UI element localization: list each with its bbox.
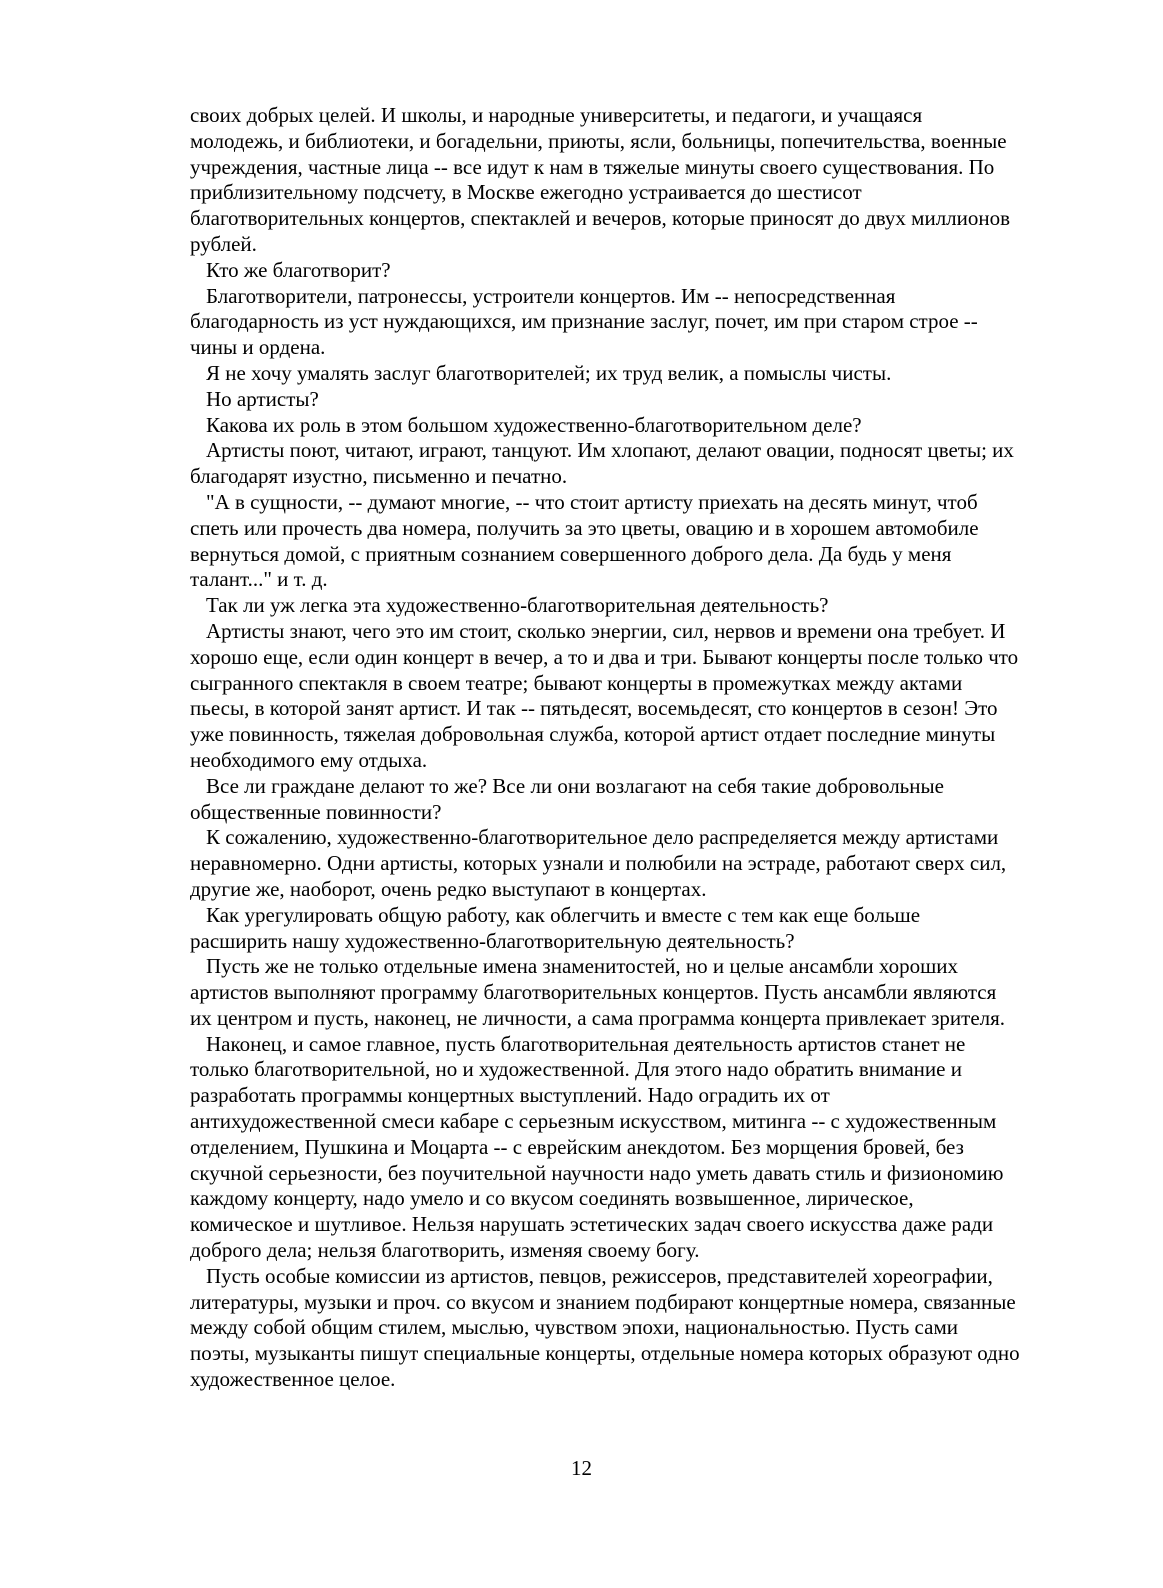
paragraph-16: Пусть особые комиссии из артистов, певцов, режиссеров, представителей хореографии, литературы, музыки и проч. со вкусом и знанием подбирают концертные номера, связанные между собой общим стилем, мыслью, чувством эпохи, национальностью. Пусть сами поэты, музыканты пишут специальные концерты, отдельные номера которых образуют одно художественное целое. — [190, 1263, 1020, 1392]
paragraph-15: Наконец, и самое главное, пусть благотворительная деятельность артистов станет не только благотворительной, но и художественной. Для этого надо обратить внимание и разработать программы концертных выступлений. Надо оградить их от антихудожественной смеси кабаре с серьезным искусством, митинга -- с художественным отделением, Пушкина и Моцарта -- с еврейским анекдотом. Без морщения бровей, без скучной серьезности, без поучительной научности надо уметь давать стиль и физиономию каждому концерту, надо умело и со вкусом соединять возвышенное, лирическое, комическое и шутливое. Нельзя нарушать эстетических задач своего искусства даже ради доброго дела; нельзя благотворить, изменяя своему богу. — [190, 1031, 1004, 1263]
document-body — [190, 103, 1020, 1393]
paragraph-1: своих добрых целей. И школы, и народные университеты, и педагоги, и учащаяся молодежь, и библиотеки, и богадельни, приюты, ясли, больницы, попечительства, военные учреждения, частные лица -- все идут к нам в тяжелые минуты своего существования. По приблизительному подсчету, в Москве ежегодно устраивается до шестисот благотворительных концертов, спектаклей и вечеров, которые приносят до двух миллионов рублей. — [190, 103, 1011, 256]
paragraph-3: Благотворители, патронессы, устроители концертов. Им -- непосредственная благодарность из уст нуждающихся, им признание заслуг, почет, им при старом строе -- чины и ордена. — [190, 283, 978, 360]
paragraph-5: Но артисты? — [206, 386, 319, 411]
paragraph-2: Кто же благотворит? — [206, 257, 391, 282]
paragraph-12: К сожалению, художественно-благотворительное дело распределяется между артистами неравномерно. Одни артисты, которых узнали и полюбили на эстраде, работают сверх сил, другие же, наоборот, очень редко выступают в концертах. — [190, 825, 1007, 901]
paragraph-10: Артисты знают, чего это им стоит, сколько энергии, сил, нервов и времени она требует. И хорошо еще, если один концерт в вечер, а то и два и три. Бывают концерты после только что сыгранного спектакля в своем театре; бывают концерты в промежутках между актами пьесы, в которой занят артист. И так -- пятьдесят, восемьдесят, сто концертов в сезон! Это уже повинность, тяжелая добровольная служба, которой артист отдает последние минуты необходимого ему отдыха. — [190, 618, 1019, 772]
page-number: 12 — [571, 1456, 592, 1480]
paragraph-13: Как урегулировать общую работу, как облегчить и вместе с тем как еще больше расширить нашу художественно-благотворительную деятельность? — [190, 902, 921, 953]
paragraph-7: Артисты поют, читают, играют, танцуют. Им хлопают, делают овации, подносят цветы; их благодарят изустно, письменно и печатно. — [190, 438, 1014, 489]
paragraph-8: "А в сущности, -- думают многие, -- что стоит артисту приехать на десять минут, чтоб спеть или прочесть два номера, получить за это цветы, овацию и в хорошем автомобиле вернуться домой, с приятным сознанием совершенного доброго дела. Да будь у меня талант..." и т. д. — [190, 489, 979, 592]
paragraph-14: Пусть же не только отдельные имена знаменитостей, но и целые ансамбли хороших артистов выполняют программу благотворительных концертов. Пусть ансамбли являются их центром и пусть, наконец, не личности, а сама программа концерта привлекает зрителя. — [190, 954, 1006, 1030]
paragraph-6: Какова их роль в этом большом художественно-благотворительном деле? — [206, 412, 862, 437]
paragraph-4: Я не хочу умалять заслуг благотворителей; их труд велик, а помыслы чисты. — [206, 360, 892, 385]
paragraph-9: Так ли уж легка эта художественно-благотворительная деятельность? — [206, 593, 829, 618]
paragraph-11: Все ли граждане делают то же? Все ли они возлагают на себя такие добровольные общественные повинности? — [190, 773, 944, 824]
